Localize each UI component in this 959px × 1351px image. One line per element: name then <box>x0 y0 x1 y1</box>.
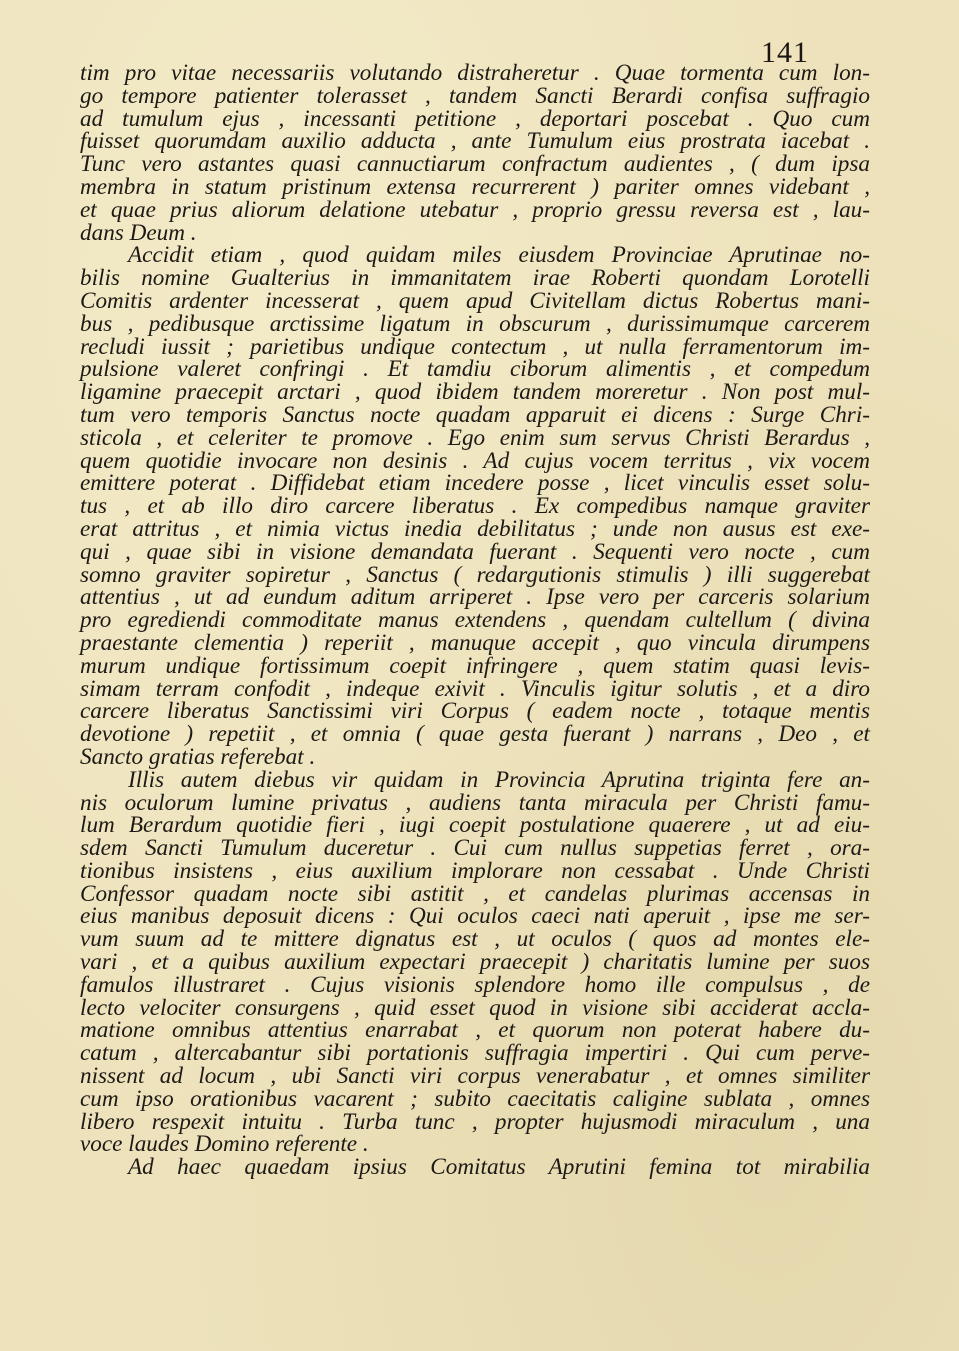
text-line: bilis nomine Gualterius in immanitatem irae Roberti quondam Lorotelli <box>80 265 870 292</box>
text-line: go tempore patienter tolerasset , tandem Sancti Berardi confisa suffragio <box>80 82 870 109</box>
text-line: voce laudes Domino referente . <box>80 1131 369 1158</box>
text-line: emittere poterat . Diffidebat etiam incedere posse , licet vinculis esset solu- <box>80 470 870 497</box>
text-line: recludi iussit ; parietibus undique contectum , ut nulla ferramentorum im- <box>80 333 870 360</box>
text-line: praestante clementia ) reperiit , manuque accepit , quo vincula dirumpens <box>80 629 870 656</box>
text-line: libero respexit intuitu . Turba tunc , propter hujusmodi miraculum , una <box>80 1108 870 1135</box>
text-line: somno graviter sopiretur , Sanctus ( redargutionis stimulis ) illi suggerebat <box>80 561 870 588</box>
text-line: Accidit etiam , quod quidam miles eiusdem Provinciae Aprutinae no- <box>128 242 870 269</box>
text-line: ligamine praecepit arctari , quod ibidem tandem moreretur . Non post mul- <box>80 379 870 406</box>
text-line: erat attritus , et nimia victus inedia debilitatus ; unde non ausus est exe- <box>80 515 870 542</box>
text-line: catum , altercabantur sibi portationis suffragia impertiri . Qui cum perve- <box>80 1040 870 1067</box>
text-line: Sancto gratias referebat . <box>80 743 316 770</box>
text-line: simam terram confodit , indeque exivit . Vinculis igitur solutis , et a diro <box>80 675 870 702</box>
text-line: sticola , et celeriter te promove . Ego enim sum servus Christi Berardus , <box>80 424 870 451</box>
text-line: membra in statum pristinum extensa recurrerent ) pariter omnes videbant , <box>80 173 870 200</box>
text-line: cum ipso orationibus vacarent ; subito caecitatis caligine sublata , omnes <box>80 1085 870 1112</box>
text-line: ad tumulum ejus , incessanti petitione , deportari poscebat . Quo cum <box>80 105 870 132</box>
text-line: tus , et ab illo diro carcere liberatus . Ex compedibus namque graviter <box>80 493 870 520</box>
text-line: dans Deum . <box>80 219 197 246</box>
text-line: attentius , ut ad eundum aditum arriperet . Ipse vero per carceris solarium <box>80 584 870 611</box>
text-line: famulos illustraret . Cujus visionis splendore homo ille compulsus , de <box>80 971 870 998</box>
text-line: vum suum ad te mittere dignatus est , ut oculos ( quos ad montes ele- <box>80 926 870 953</box>
text-line: Comitis ardenter incesserat , quem apud Civitellam dictus Robertus mani- <box>80 287 870 314</box>
text-line: murum undique fortissimum coepit infringere , quem statim quasi levis- <box>80 652 870 679</box>
text-line: fuisset quorumdam auxilio adducta , ante Tumulum eius prostrata iacebat . <box>80 128 870 155</box>
text-line: nissent ad locum , ubi Sancti viri corpus venerabatur , et omnes similiter <box>80 1063 870 1090</box>
text-line: carcere liberatus Sanctissimi viri Corpus ( eadem nocte , totaque mentis <box>80 698 870 725</box>
text-line: devotione ) repetiit , et omnia ( quae gesta fuerant ) narrans , Deo , et <box>80 721 870 748</box>
text-line: nis oculorum lumine privatus , audiens tanta miracula per Christi famu- <box>80 789 870 816</box>
text-line: Ad haec quaedam ipsius Comitatus Aprutini femina tot mirabilia <box>128 1154 870 1181</box>
text-line: Confessor quadam nocte sibi astitit , et candelas plurimas accensas in <box>80 880 870 907</box>
text-line: lecto velociter consurgens , quid esset quod in visione sibi acciderat accla- <box>80 994 870 1021</box>
text-line: sdem Sancti Tumulum duceretur . Cui cum nullus suppetias ferret , ora- <box>80 835 870 862</box>
text-line: tionibus insistens , eius auxilium implorare non cessabat . Unde Christi <box>80 857 870 884</box>
text-line: pro egrediendi commoditate manus extendens , quendam cultellum ( divina <box>80 607 870 634</box>
text-line: tum vero temporis Sanctus nocte quadam apparuit ei dicens : Surge Chri- <box>80 401 870 428</box>
text-line: eius manibus deposuit dicens : Qui oculos caeci nati aperuit , ipse me ser- <box>80 903 870 930</box>
text-line: pulsione valeret confringi . Et tamdiu ciborum alimentis , et compedum <box>80 356 870 383</box>
text-line: et quae prius aliorum delatione utebatur , proprio gressu reversa est , lau- <box>80 196 870 223</box>
text-line: lum Berardum quotidie fieri , iugi coepit postulatione quaerere , ut ad eiu- <box>80 812 870 839</box>
text-line: matione omnibus attentius enarrabat , et quorum non poterat habere du- <box>80 1017 870 1044</box>
text-line: Illis autem diebus vir quidam in Provincia Aprutina triginta fere an- <box>128 766 870 793</box>
text-line: vari , et a quibus auxilium expectari praecepit ) charitatis lumine per suos <box>80 949 870 976</box>
text-line: quem quotidie invocare non desinis . Ad cujus vocem territus , vix vocem <box>80 447 870 474</box>
page-number: 141 <box>761 36 809 69</box>
body-text <box>80 62 870 1179</box>
text-line: qui , quae sibi in visione demandata fuerant . Sequenti vero nocte , cum <box>80 538 870 565</box>
text-line: tim pro vitae necessariis volutando distraheretur . Quae tormenta cum lon- <box>80 60 870 86</box>
text-line: bus , pedibusque arctissime ligatum in obscurum , durissimumque carcerem <box>80 310 870 337</box>
text-line: Tunc vero astantes quasi cannuctiarum confractum audientes , ( dum ipsa <box>80 151 870 178</box>
